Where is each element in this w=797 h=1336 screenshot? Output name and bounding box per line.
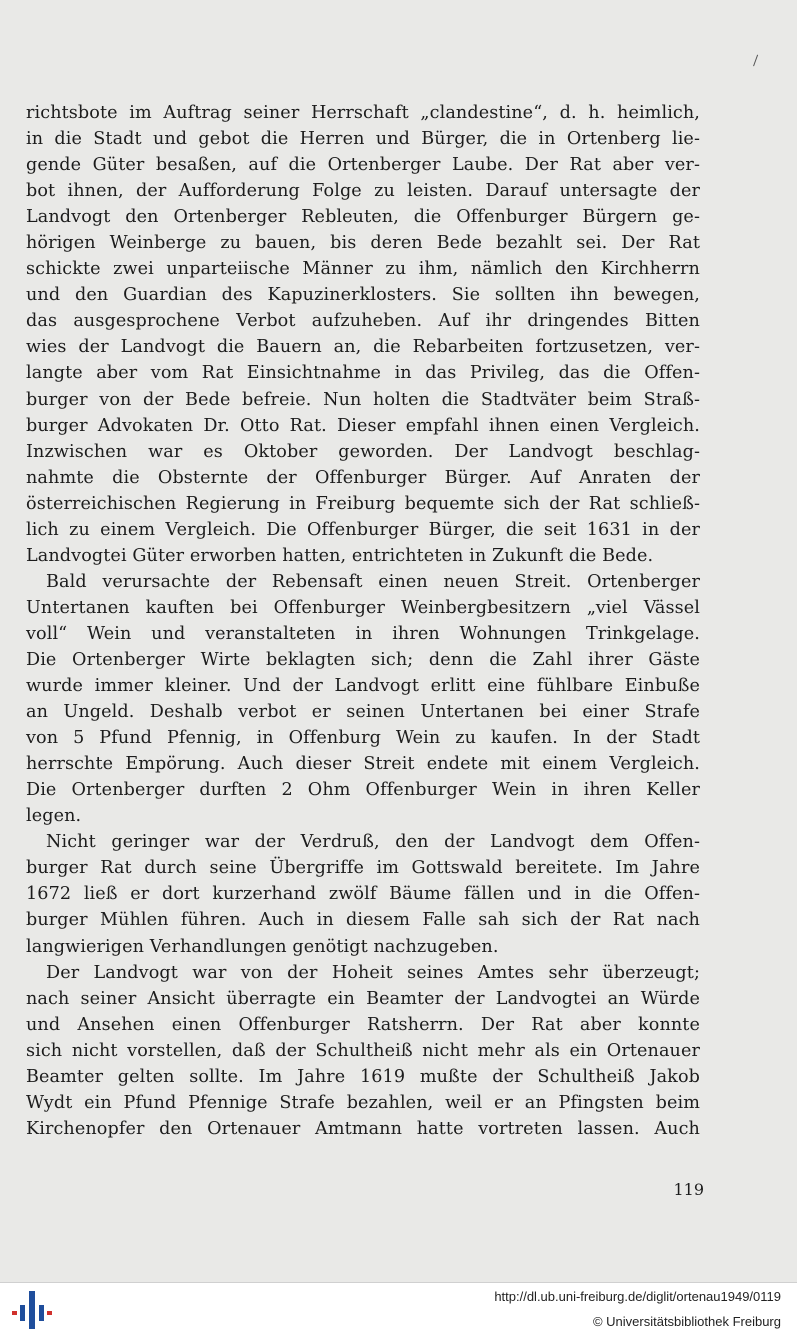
text-line: an Ungeld. Deshalb verbot er seinen Untertanen bei einer Strafe xyxy=(26,702,700,723)
text-line: burger Rat durch seine Übergriffe im Gottswald bereitete. Im Jahre xyxy=(26,858,700,879)
text-line: gende Güter besaßen, auf die Ortenberger Laube. Der Rat aber ver- xyxy=(26,155,700,176)
text-line: bot ihnen, der Aufforderung Folge zu leisten. Darauf untersagte der xyxy=(26,181,700,202)
text-line: lich zu einem Vergleich. Die Offenburger Bürger, die seit 1631 in der xyxy=(26,519,700,540)
text-line: das ausgesprochene Verbot aufzuheben. Auf ihr dringendes Bitten xyxy=(26,311,700,332)
text-line: Wydt ein Pfund Pfennige Strafe bezahlen, weil er an Pfingsten beim xyxy=(26,1092,700,1113)
text-line: und Ansehen einen Offenburger Ratsherrn. Der Rat aber konnte xyxy=(26,1014,700,1035)
page-number: 119 xyxy=(673,1180,704,1199)
text-line: Beamter gelten sollte. Im Jahre 1619 mußte der Schultheiß Jakob xyxy=(26,1066,700,1087)
text-line: Landvogt den Ortenberger Rebleuten, die Offenburger Bürgern ge- xyxy=(26,207,700,228)
text-line: Die Ortenberger Wirte beklagten sich; denn die Zahl ihrer Gäste xyxy=(26,649,700,670)
text-line: Die Ortenberger durften 2 Ohm Offenburger Wein in ihren Keller xyxy=(26,780,700,801)
copyright-notice: © Universitätsbibliothek Freiburg xyxy=(592,1314,781,1329)
text-line: Der Landvogt war von der Hoheit seines Amtes sehr überzeugt; xyxy=(46,962,700,983)
stray-mark xyxy=(753,55,761,68)
text-line: legen. xyxy=(26,806,82,827)
text-line: nach seiner Ansicht überragte ein Beamter der Landvogtei an Würde xyxy=(26,988,700,1009)
text-line: burger von der Bede befreie. Nun holten die Stadtväter beim Straß- xyxy=(26,389,700,410)
text-line: burger Advokaten Dr. Otto Rat. Dieser empfahl ihnen einen Vergleich. xyxy=(26,415,700,436)
text-line: und den Guardian des Kapuzinerklosters. Sie sollten ihn bewegen, xyxy=(26,285,700,306)
text-line: sich nicht vorstellen, daß der Schultheiß nicht mehr als ein Ortenauer xyxy=(26,1040,700,1061)
text-line: Landvogtei Güter erworben hatten, entrichteten in Zukunft die Bede. xyxy=(26,545,654,566)
text-line: voll“ Wein und veranstalteten in ihren Wohnungen Trinkgelage. xyxy=(26,623,700,644)
text-line: nahmte die Obsternte der Offenburger Bürger. Auf Anraten der xyxy=(26,467,700,488)
text-line: wies der Landvogt die Bauern an, die Rebarbeiten fortzusetzen, ver- xyxy=(26,337,700,358)
text-line: Bald verursachte der Rebensaft einen neuen Streit. Ortenberger xyxy=(46,571,700,592)
text-line: langte aber vom Rat Einsichtnahme in das Privileg, das die Offen- xyxy=(26,363,700,384)
text-line: herrschte Empörung. Auch dieser Streit endete mit einem Vergleich. xyxy=(26,754,700,775)
text-line: schickte zwei unparteiische Männer zu ihm, nämlich den Kirchherrn xyxy=(26,259,700,280)
text-line: Nicht geringer war der Verdruß, den der Landvogt dem Offen- xyxy=(46,832,700,853)
text-line: Inzwischen war es Oktober geworden. Der Landvogt beschlag- xyxy=(26,441,700,462)
body-text xyxy=(26,100,700,1142)
text-line: Kirchenopfer den Ortenauer Amtmann hatte vortreten lassen. Auch xyxy=(26,1118,700,1139)
text-line: österreichischen Regierung in Freiburg bequemte sich der Rat schließ- xyxy=(26,493,700,514)
ub-freiburg-logo-icon[interactable] xyxy=(12,1289,52,1331)
text-line: richtsbote im Auftrag seiner Herrschaft „clandestine“, d. h. heimlich, xyxy=(26,103,700,123)
text-line: 1672 ließ er dort kurzerhand zwölf Bäume fällen und in die Offen- xyxy=(26,884,700,905)
text-line: wurde immer kleiner. Und der Landvogt erlitt eine fühlbare Einbuße xyxy=(26,676,700,697)
text-line: in die Stadt und gebot die Herren und Bürger, die in Ortenberg lie- xyxy=(26,129,700,150)
text-line: von 5 Pfund Pfennig, in Offenburg Wein zu kaufen. In der Stadt xyxy=(26,728,700,749)
text-line: hörigen Weinberge zu bauen, bis deren Bede bezahlt sei. Der Rat xyxy=(26,233,700,254)
text-line: burger Mühlen führen. Auch in diesem Falle sah sich der Rat nach xyxy=(26,910,700,931)
text-line: langwierigen Verhandlungen genötigt nachzugeben. xyxy=(26,936,499,957)
viewer-footer xyxy=(0,1282,797,1336)
text-line: Untertanen kauften bei Offenburger Weinbergbesitzern „viel Vässel xyxy=(26,597,700,618)
page-url-link[interactable]: http://dl.ub.uni-freiburg.de/diglit/ortenau1949/0119 xyxy=(494,1289,781,1304)
